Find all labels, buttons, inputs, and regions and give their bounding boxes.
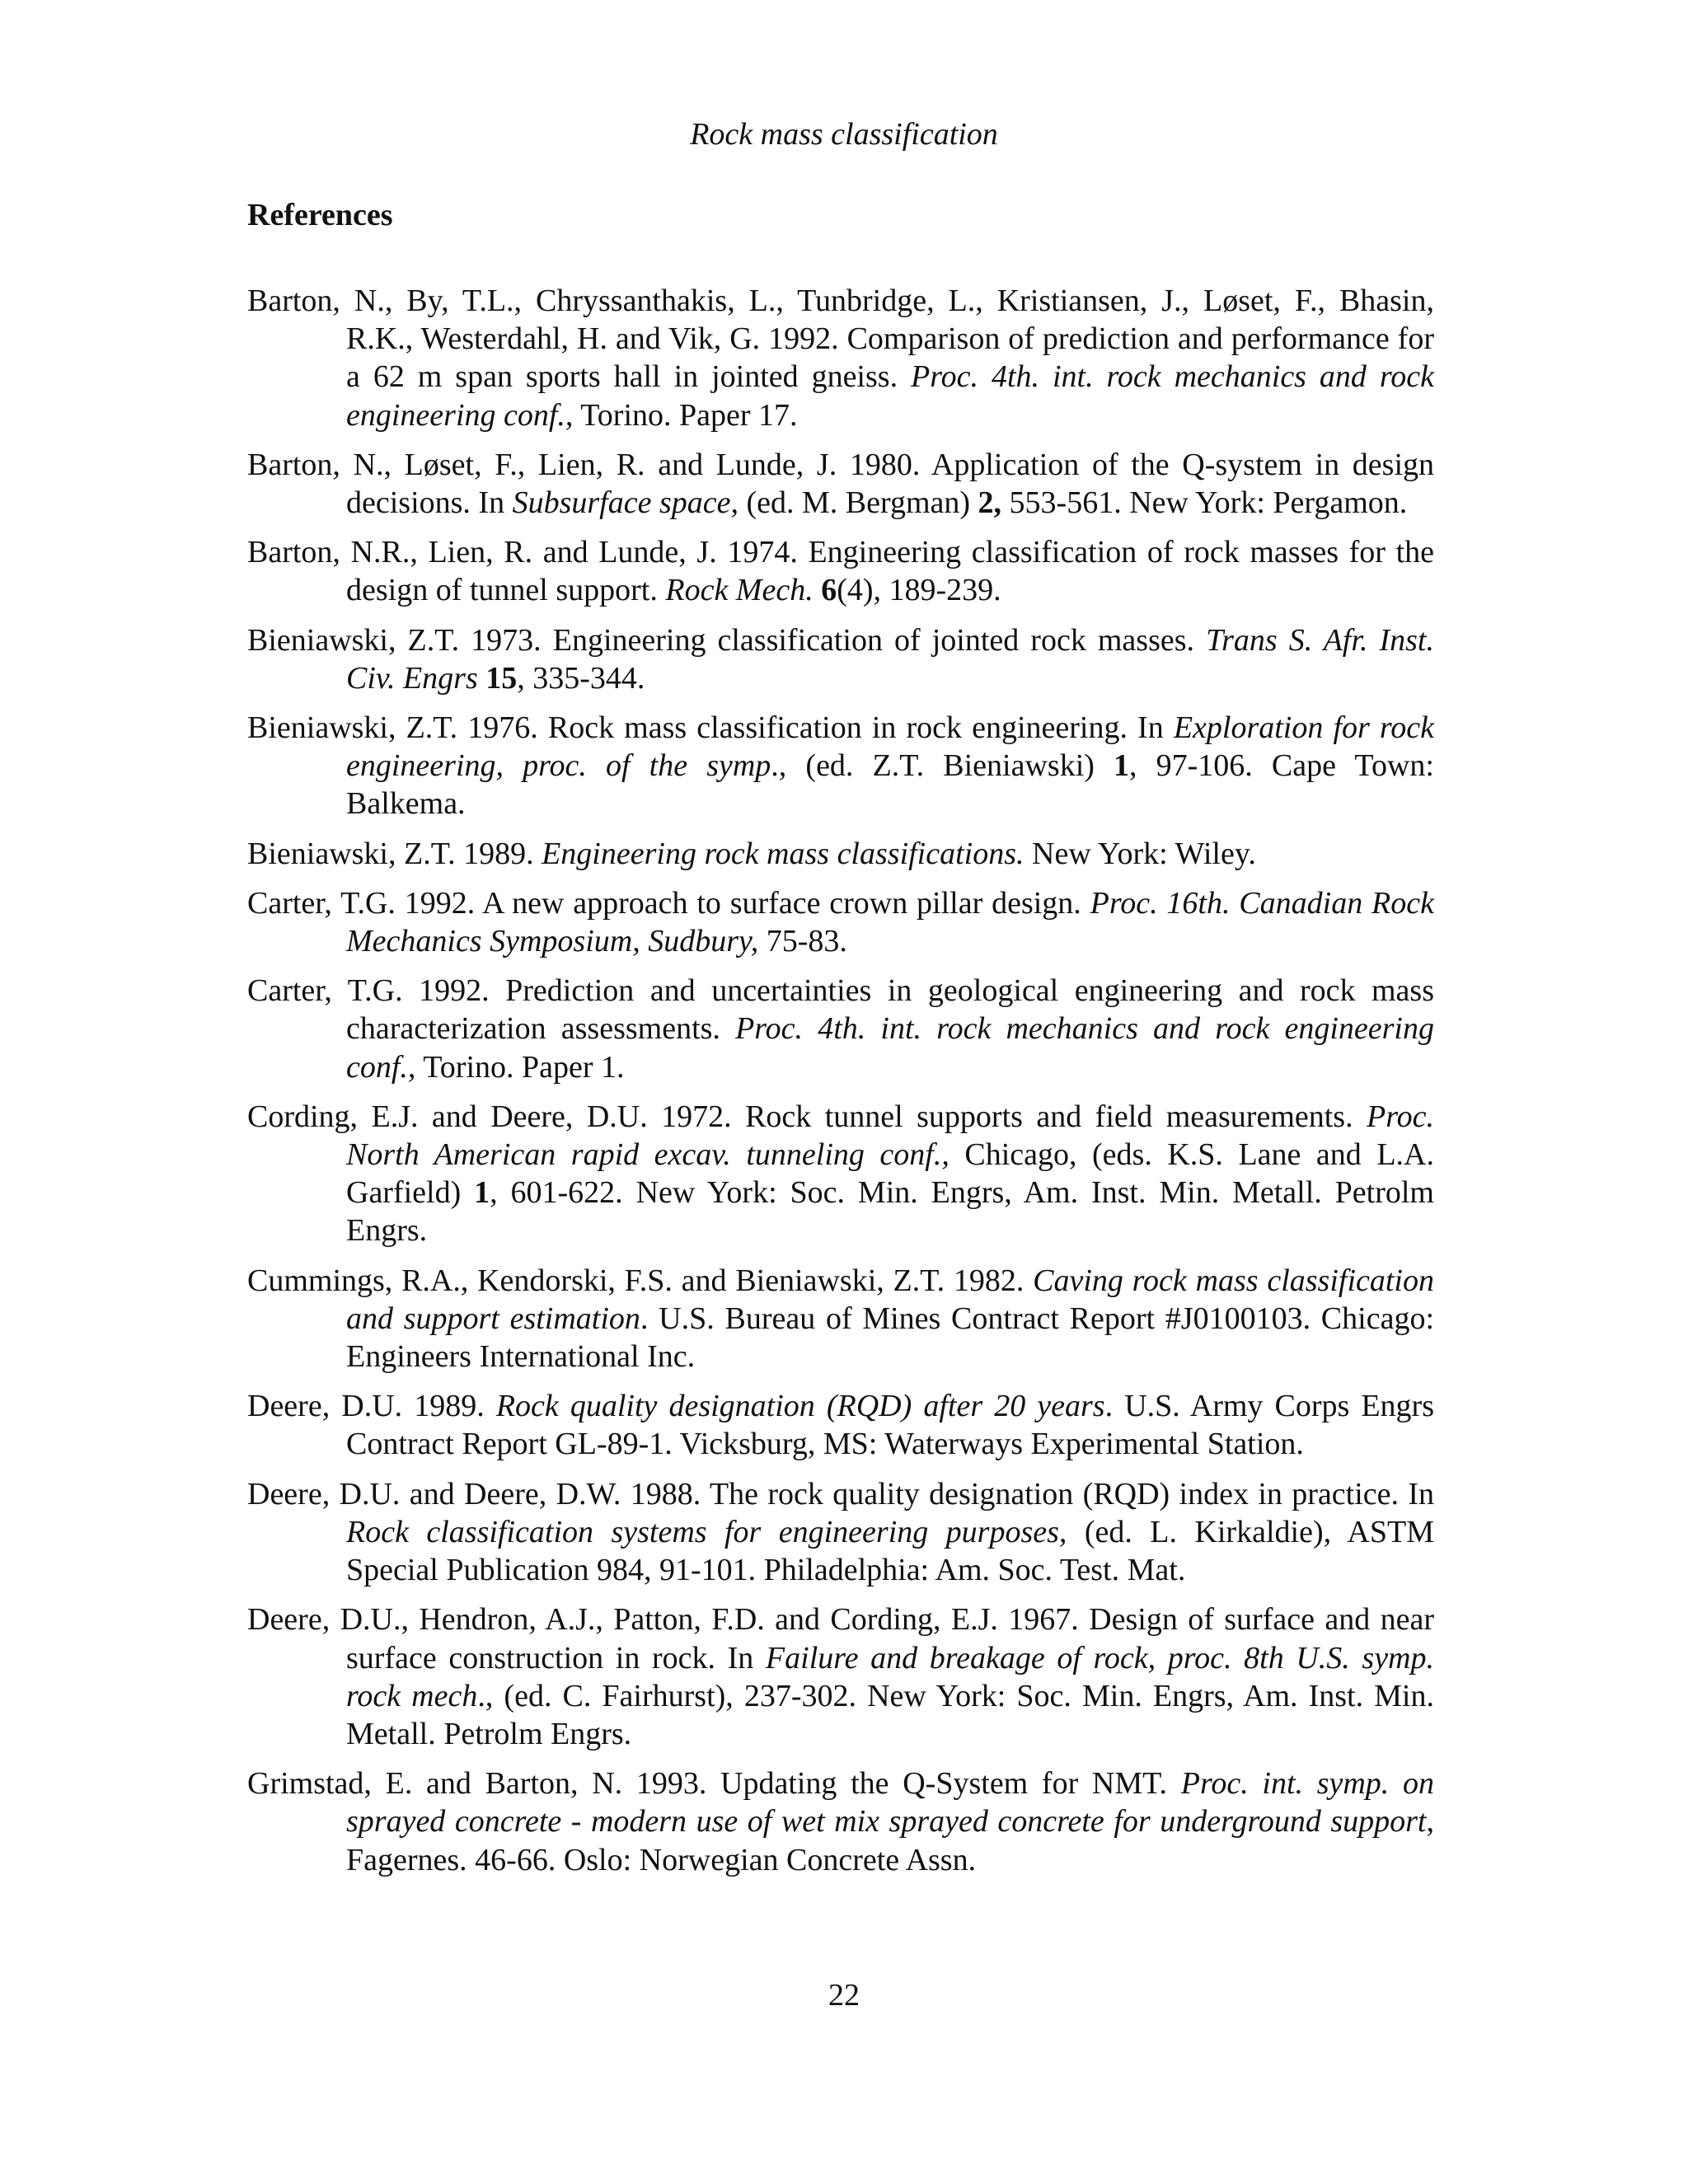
reference-text [814, 573, 822, 607]
reference-text: , Fagernes. 46-66. Oslo: Norwegian Concrete Assn. [346, 1804, 1434, 1877]
reference-italic-text: Proc. 16th. Canadian Rock Mechanics Symposium, Sudbury, [346, 885, 1434, 959]
reference-text: Cummings, R.A., Kendorski, F.S. and Bieniawski, Z.T. 1982. [247, 1263, 1034, 1298]
reference-text: (ed. M. Bergman) [738, 485, 978, 521]
reference-item [247, 533, 1434, 609]
reference-text: Barton, N., Løset, F., Lien, R. and Lunde, J. 1980. Application of the Q-system in design decisions. In [247, 447, 1434, 521]
reference-bold-text: 2, [978, 485, 1002, 521]
reference-bold-text: 1 [474, 1175, 490, 1211]
reference-item [247, 621, 1434, 697]
reference-text: Bieniawski, Z.T. 1973. Engineering classification of jointed rock masses. [247, 622, 1207, 658]
reference-bold-text: 6 [821, 573, 837, 608]
reference-italic-text: Rock Mech. [665, 573, 814, 608]
page-number: 22 [828, 1978, 860, 2013]
reference-text: . U.S. Bureau of Mines Contract Report #J0100103. Chicago: Engineers International Inc. [346, 1301, 1435, 1375]
reference-italic-text: Engineering rock mass classifications. [542, 836, 1025, 871]
reference-item [247, 446, 1434, 522]
reference-item [247, 835, 1434, 873]
reference-item [247, 282, 1434, 434]
reference-text: Deere, D.U. and Deere, D.W. 1988. The rock quality designation (RQD) index in practice. In [247, 1476, 1434, 1511]
reference-text: Carter, T.G. 1992. Prediction and uncertainties in geological engineering and rock mass characterization assessments. [247, 973, 1434, 1047]
reference-text: . U.S. Army Corps Engrs Contract Report GL-89-1. Vicksburg, MS: Waterways Experimental Station. [346, 1389, 1435, 1462]
reference-text: 75-83. [758, 924, 847, 959]
reference-text: ., (ed. C. Fairhurst), 237-302. New York: Soc. Min. Engrs, Am. Inst. Min. Metall. Petrolm Engrs. [346, 1678, 1434, 1751]
reference-item [247, 1387, 1434, 1463]
reference-text: Cording, E.J. and Deere, D.U. 1972. Rock tunnel supports and field measurements. [247, 1099, 1367, 1134]
reference-item [247, 1098, 1434, 1250]
reference-italic-text: , [1323, 1514, 1332, 1549]
reference-item [247, 1601, 1434, 1753]
reference-item [247, 1765, 1434, 1879]
reference-italic-text: Exploration for rock engineering, proc. of the symp [346, 710, 1434, 784]
reference-italic-text: Proc. 4th. int. rock mechanics and rock engineering conf., [346, 359, 1434, 433]
running-head: Rock mass classification [690, 117, 998, 152]
reference-text: (ed. L. Kirkaldie) [1067, 1514, 1324, 1549]
reference-bold-text: 1 [1114, 748, 1130, 784]
reference-text: (4), 189-239. [837, 573, 1001, 608]
reference-item [247, 709, 1434, 823]
reference-text: Carter, T.G. 1992. A new approach to surface crown pillar design. [247, 885, 1090, 921]
reference-text: Bieniawski, Z.T. 1976. Rock mass classification in rock engineering. In [247, 710, 1174, 746]
reference-text: Torino. Paper 1. [415, 1049, 625, 1085]
reference-text: Deere, D.U., Hendron, A.J., Patton, F.D. and Cording, E.J. 1967. Design of surface and near surface construction in rock. In [247, 1602, 1434, 1675]
reference-italic-text: Subsurface space, [512, 485, 738, 521]
reference-item [247, 884, 1434, 960]
reference-text: , 97-106. Cape Town: Balkema. [346, 748, 1434, 822]
reference-item [247, 1262, 1434, 1376]
reference-bold-text: 15 [485, 660, 518, 696]
reference-italic-text: Proc. 4th. int. rock mechanics and rock engineering conf., [346, 1011, 1434, 1085]
reference-italic-text: Rock classification systems for engineering purposes, [346, 1514, 1067, 1549]
reference-text: Grimstad, E. and Barton, N. 1993. Updating the Q-System for NMT. [247, 1766, 1181, 1802]
reference-text: New York: Wiley. [1024, 836, 1256, 871]
reference-text: Deere, D.U. 1989. [247, 1389, 496, 1424]
reference-text [478, 661, 486, 696]
reference-text: , 335-344. [517, 660, 645, 696]
reference-text: Chicago, (eds. K.S. Lane and L.A. Garfield) [346, 1137, 1434, 1211]
reference-text: 553-561. New York: Pergamon. [1001, 485, 1408, 521]
reference-text: Barton, N., By, T.L., Chryssanthakis, L., Tunbridge, L., Kristiansen, J., Løset, F., Bhasin, R.K., Westerdahl, H. and Vik, G. 1992. Comparison of prediction and performance for a 62 m span sports hall in jointed gneiss. [247, 284, 1434, 395]
reference-item [247, 972, 1434, 1086]
reference-italic-text: Caving rock mass classification and support estimation [346, 1263, 1434, 1336]
reference-text: Barton, N.R., Lien, R. and Lunde, J. 1974. Engineering classification of rock masses for the design of tunnel support. [247, 535, 1434, 608]
reference-italic-text: Failure and breakage of rock, proc. 8th U.S. symp. rock mech [346, 1640, 1434, 1713]
reference-text: Bieniawski, Z.T. 1989. [247, 836, 542, 871]
reference-item [247, 1475, 1434, 1590]
reference-italic-text: Proc. int. symp. on sprayed concrete - modern use of wet mix sprayed concrete for underground support [346, 1766, 1434, 1840]
reference-italic-text: Rock quality designation (RQD) after 20 years [495, 1389, 1105, 1424]
reference-list [247, 282, 1434, 1891]
reference-italic-text: Proc. North American rapid excav. tunneling conf., [346, 1099, 1434, 1173]
reference-text: ASTM Special Publication 984, 91-101. Philadelphia: Am. Soc. Test. Mat. [346, 1514, 1435, 1588]
reference-text: ., (ed. Z.T. Bieniawski) [771, 748, 1114, 784]
reference-text: , 601-622. New York: Soc. Min. Engrs, Am. Inst. Min. Metall. Petrolm Engrs. [346, 1175, 1434, 1249]
reference-text: Torino. Paper 17. [573, 397, 798, 433]
section-heading: References [247, 198, 393, 232]
reference-italic-text: Trans S. Afr. Inst. Civ. Engrs [346, 622, 1434, 696]
